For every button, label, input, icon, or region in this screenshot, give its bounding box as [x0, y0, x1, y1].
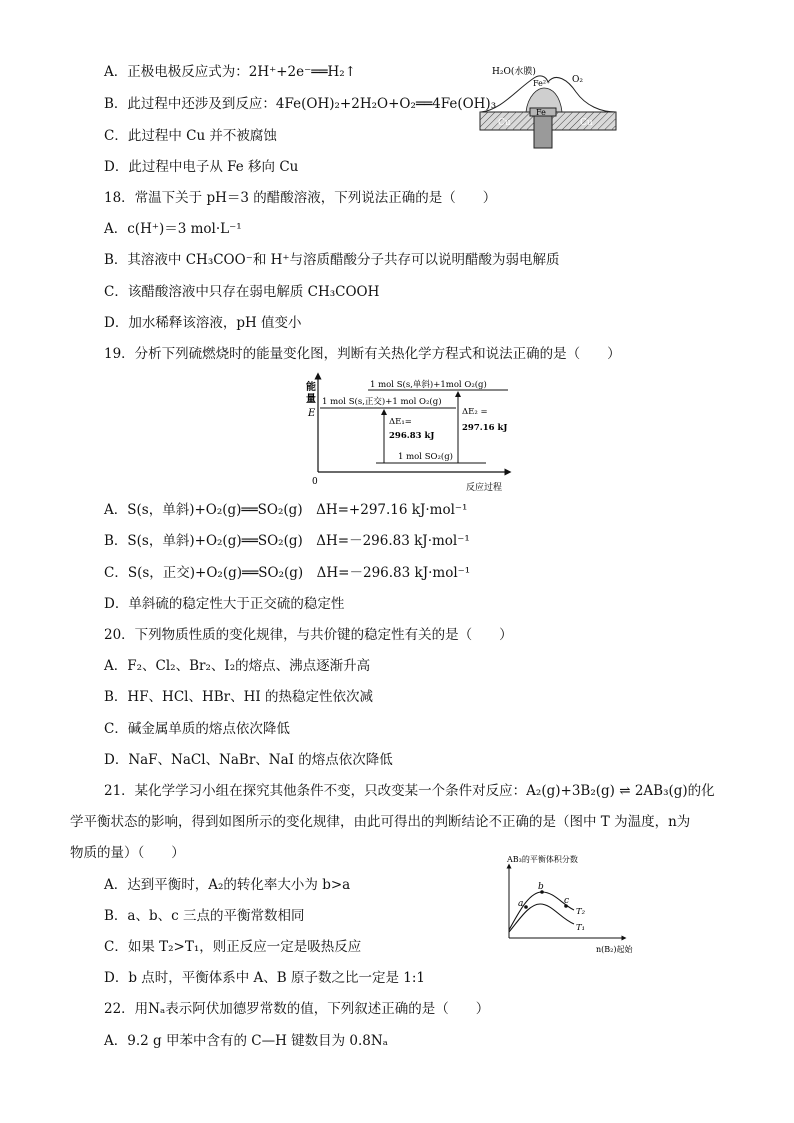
- q21-option-b: B．a、b、c 三点的平衡常数相同: [104, 908, 305, 924]
- delta-e2-value: 297.16 kJ: [462, 423, 508, 433]
- q18-option-c: C．该醋酸溶液中只存在弱电解质 CH₃COOH: [104, 284, 380, 300]
- q20-option-d: D．NaF、NaCl、NaBr、NaI 的熔点依次降低: [104, 752, 393, 768]
- x-axis-label: n(B₂)起始: [596, 945, 633, 954]
- q17-option-b: B．此过程中还涉及到反应：4Fe(OH)₂+2H₂O+O₂══4Fe(OH)₃: [104, 96, 497, 112]
- y-axis-label: AB₃的平衡体积分数: [507, 855, 578, 864]
- o2-label: O₂: [572, 75, 583, 85]
- q17-option-d: D．此过程中电子从 Fe 移向 Cu: [104, 159, 299, 175]
- y-axis-label-1: 能: [306, 382, 316, 393]
- q19-option-d: D．单斜硫的稳定性大于正交硫的稳定性: [104, 596, 345, 612]
- level-monoclinic: 1 mol S(s,单斜)+1mol O₂(g): [370, 380, 487, 390]
- q19-option-b: B．S(s，单斜)+O₂(g)══SO₂(g) ΔH=－296.83 kJ·mol⁻¹: [104, 533, 470, 549]
- t1-label: T₁: [576, 923, 586, 933]
- q18-stem: 18．常温下关于 pH＝3 的醋酸溶液，下列说法正确的是（ ）: [104, 190, 497, 206]
- q21-stem-line3: 物质的量）（ ）: [70, 845, 185, 861]
- equilibrium-graph: [504, 852, 644, 956]
- q22-option-a: A．9.2 g 甲苯中含有的 C—H 键数目为 0.8Nₐ: [104, 1033, 388, 1049]
- y-axis-label-2: 量: [306, 394, 316, 405]
- q18-option-d: D．加水稀释该溶液，pH 值变小: [104, 315, 302, 331]
- h2o-film-label: H₂O(水膜): [492, 67, 536, 77]
- q20-option-b: B．HF、HCl、HBr、HI 的热稳定性依次减: [104, 689, 374, 705]
- cu-left-label: Cu: [498, 118, 511, 128]
- level-so2: 1 mol SO₂(g): [398, 452, 453, 462]
- energy-diagram: [276, 372, 526, 494]
- q22-stem: 22．用Nₐ表示阿伏加德罗常数的值，下列叙述正确的是（ ）: [104, 1001, 490, 1017]
- q17-option-c: C．此过程中 Cu 并不被腐蚀: [104, 128, 277, 144]
- delta-e1-label: ΔE₁=: [389, 417, 412, 427]
- corrosion-diagram: [476, 60, 621, 155]
- e-label: E: [308, 408, 316, 419]
- q17-option-a: A．正极电极反应式为：2H⁺+2e⁻══H₂↑: [104, 64, 357, 80]
- origin-label: 0: [312, 477, 318, 487]
- q19-stem: 19．分析下列硫燃烧时的能量变化图，判断有关热化学方程式和说法正确的是（ ）: [104, 346, 621, 362]
- t2-label: T₂: [576, 907, 586, 917]
- cu-right-label: Cu: [580, 118, 593, 128]
- q18-option-a: A．c(H⁺)＝3 mol·L⁻¹: [104, 221, 242, 237]
- q20-option-a: A．F₂、Cl₂、Br₂、I₂的熔点、沸点逐渐升高: [104, 658, 371, 674]
- q21-stem-line1: 21．某化学学习小组在探究其他条件不变，只改变某一个条件对反应：A₂(g)+3B₂(g) ⇌ 2AB₃(g)的化: [104, 783, 715, 799]
- q21-option-a: A．达到平衡时，A₂的转化率大小为 b>a: [104, 877, 351, 893]
- q20-option-c: C．碱金属单质的熔点依次降低: [104, 721, 290, 737]
- q21-stem-line2: 学平衡状态的影响，得到如图所示的变化规律，由此可得出的判断结论不正确的是（图中 T 为温度，n为: [70, 814, 691, 830]
- point-a-label: a: [518, 899, 524, 909]
- point-a: [524, 905, 528, 909]
- fe2-ion-label: Fe²⁺: [533, 79, 551, 88]
- fe-label: Fe: [536, 108, 546, 117]
- q20-stem: 20．下列物质性质的变化规律，与共价键的稳定性有关的是（ ）: [104, 627, 513, 643]
- point-c-label: c: [564, 896, 570, 906]
- q21-option-c: C．如果 T₂>T₁，则正反应一定是吸热反应: [104, 939, 362, 955]
- q18-option-b: B．其溶液中 CH₃COO⁻和 H⁺与溶质醋酸分子共存可以说明醋酸为弱电解质: [104, 252, 560, 268]
- point-b-label: b: [538, 882, 544, 892]
- x-axis-label: 反应过程: [466, 483, 503, 493]
- delta-e1-value: 296.83 kJ: [389, 431, 435, 441]
- level-orthorhombic: 1 mol S(s,正交)+1 mol O₂(g): [322, 397, 442, 407]
- delta-e2-label: ΔE₂ =: [462, 407, 488, 417]
- q19-option-a: A．S(s，单斜)+O₂(g)══SO₂(g) ΔH=+297.16 kJ·mol⁻¹: [104, 502, 468, 518]
- q21-option-d: D．b 点时，平衡体系中 A、B 原子数之比一定是 1:1: [104, 970, 426, 986]
- q19-option-c: C．S(s，正交)+O₂(g)══SO₂(g) ΔH=－296.83 kJ·mol⁻¹: [104, 565, 471, 581]
